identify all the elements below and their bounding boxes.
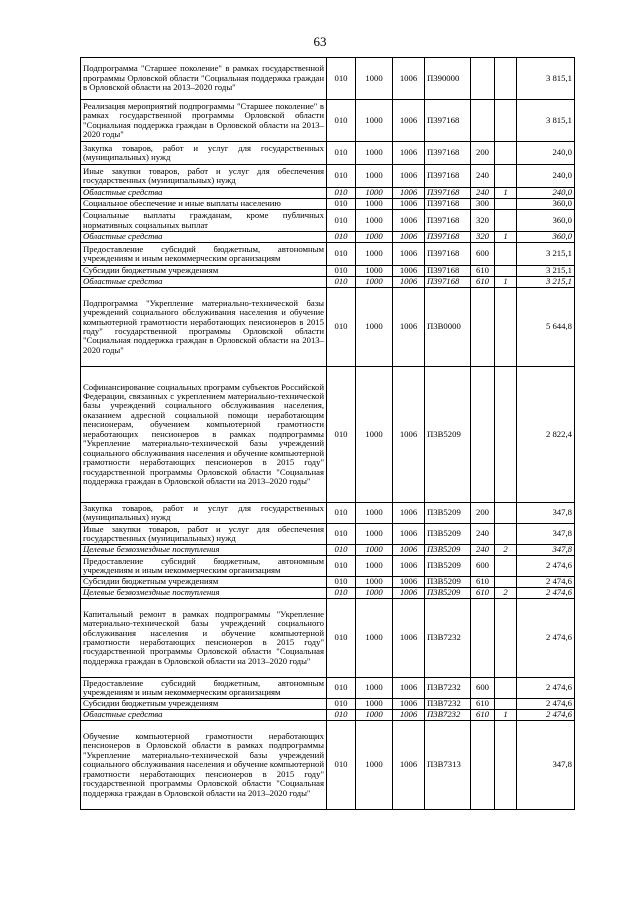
target-article-code-cell: П3В7232 — [425, 678, 471, 699]
row-name-cell: Подпрограмма "Старшее поколение" в рамках государственной программы Орловской области "Социальная поддержка граждан в Орловской области на 2013–2020 годы" — [81, 58, 327, 100]
subsection-code-cell: 1006 — [393, 710, 425, 721]
table-row — [81, 577, 575, 588]
expense-type-code-cell: 240 — [471, 165, 495, 188]
expense-type-code-cell: 610 — [471, 577, 495, 588]
subsection-code-cell: 1006 — [393, 243, 425, 266]
ministry-code-cell: 010 — [327, 599, 356, 678]
target-article-code-cell: П397168 — [425, 277, 471, 288]
amount-cell: 2 474,6 — [517, 678, 575, 699]
section-code-cell: 1000 — [356, 210, 393, 232]
amount-cell: 3 815,1 — [517, 58, 575, 100]
ministry-code-cell: 010 — [327, 232, 356, 243]
row-name-cell: Предоставление субсидий бюджетным, автономным учреждениям и иным некоммерческим организациям — [81, 556, 327, 577]
table-row — [81, 503, 575, 524]
table-row — [81, 199, 575, 210]
funding-source-code-cell — [495, 142, 517, 165]
target-article-code-cell: П3В5209 — [425, 524, 471, 545]
section-code-cell: 1000 — [356, 266, 393, 277]
table-row — [81, 232, 575, 243]
row-name-cell: Закупка товаров, работ и услуг для государственных (муниципальных) нужд — [81, 503, 327, 524]
funding-source-code-cell: 1 — [495, 710, 517, 721]
target-article-code-cell: П3В0000 — [425, 288, 471, 367]
funding-source-code-cell — [495, 266, 517, 277]
funding-source-code-cell — [495, 199, 517, 210]
section-code-cell: 1000 — [356, 142, 393, 165]
row-name-cell: Реализация мероприятий подпрограммы "Старшее поколение" в рамках государственной программы Орловской области "Социальная поддержка граждан в Орловской области на 2013–2020 годы" — [81, 100, 327, 142]
subsection-code-cell: 1006 — [393, 142, 425, 165]
row-name-cell: Предоставление субсидий бюджетным, автономным учреждениям и иным некоммерческим организациям — [81, 678, 327, 699]
amount-cell: 3 215,1 — [517, 277, 575, 288]
amount-cell: 2 474,6 — [517, 577, 575, 588]
funding-source-code-cell — [495, 599, 517, 678]
amount-cell: 2 474,6 — [517, 599, 575, 678]
ministry-code-cell: 010 — [327, 524, 356, 545]
target-article-code-cell: П3В5209 — [425, 556, 471, 577]
target-article-code-cell: П390000 — [425, 58, 471, 100]
target-article-code-cell: П397168 — [425, 100, 471, 142]
funding-source-code-cell — [495, 165, 517, 188]
row-name-cell: Областные средства — [81, 710, 327, 721]
ministry-code-cell: 010 — [327, 58, 356, 100]
section-code-cell: 1000 — [356, 243, 393, 266]
expense-type-code-cell: 610 — [471, 266, 495, 277]
section-code-cell: 1000 — [356, 699, 393, 710]
expense-type-code-cell: 600 — [471, 678, 495, 699]
subsection-code-cell: 1006 — [393, 367, 425, 503]
table-row — [81, 524, 575, 545]
expense-type-code-cell: 200 — [471, 142, 495, 165]
section-code-cell: 1000 — [356, 503, 393, 524]
expense-type-code-cell: 320 — [471, 210, 495, 232]
ministry-code-cell: 010 — [327, 210, 356, 232]
subsection-code-cell: 1006 — [393, 524, 425, 545]
target-article-code-cell: П397168 — [425, 266, 471, 277]
table-row — [81, 367, 575, 503]
target-article-code-cell: П3В7232 — [425, 699, 471, 710]
table-row — [81, 142, 575, 165]
funding-source-code-cell: 1 — [495, 232, 517, 243]
amount-cell: 3 215,1 — [517, 243, 575, 266]
funding-source-code-cell: 2 — [495, 545, 517, 556]
expense-type-code-cell: 240 — [471, 188, 495, 199]
row-name-cell: Обучение компьютерной грамотности неработающих пенсионеров в Орловской области в рамках подпрограммы "Укрепление материально-технической базы учреждений социального обслуживания населения и обучение компьютерной грамотности неработающих пенсионеров в 2015 году" государственной программы Орловской области "Социальная поддержка граждан в Орловской области на 2013–2020 годы" — [81, 721, 327, 810]
row-name-cell: Целевые безвозмездные поступления — [81, 545, 327, 556]
target-article-code-cell: П397168 — [425, 142, 471, 165]
row-name-cell: Областные средства — [81, 232, 327, 243]
expense-type-code-cell — [471, 599, 495, 678]
amount-cell: 240,0 — [517, 142, 575, 165]
funding-source-code-cell — [495, 577, 517, 588]
expense-type-code-cell: 320 — [471, 232, 495, 243]
amount-cell: 2 474,6 — [517, 556, 575, 577]
section-code-cell: 1000 — [356, 288, 393, 367]
subsection-code-cell: 1006 — [393, 58, 425, 100]
expense-type-code-cell — [471, 58, 495, 100]
section-code-cell: 1000 — [356, 556, 393, 577]
funding-source-code-cell: 1 — [495, 188, 517, 199]
section-code-cell: 1000 — [356, 232, 393, 243]
funding-source-code-cell — [495, 503, 517, 524]
ministry-code-cell: 010 — [327, 556, 356, 577]
table-row — [81, 588, 575, 599]
target-article-code-cell: П3В5209 — [425, 367, 471, 503]
amount-cell: 2 474,6 — [517, 699, 575, 710]
subsection-code-cell: 1006 — [393, 556, 425, 577]
expense-type-code-cell: 610 — [471, 277, 495, 288]
amount-cell: 3 815,1 — [517, 100, 575, 142]
expense-type-code-cell: 240 — [471, 524, 495, 545]
amount-cell: 360,0 — [517, 232, 575, 243]
target-article-code-cell: П397168 — [425, 210, 471, 232]
section-code-cell: 1000 — [356, 100, 393, 142]
section-code-cell: 1000 — [356, 710, 393, 721]
table-row — [81, 210, 575, 232]
expense-type-code-cell — [471, 721, 495, 810]
funding-source-code-cell: 1 — [495, 277, 517, 288]
subsection-code-cell: 1006 — [393, 199, 425, 210]
row-name-cell: Иные закупки товаров, работ и услуг для обеспечения государственных (муниципальных) нужд — [81, 524, 327, 545]
table-row — [81, 266, 575, 277]
row-name-cell: Социальное обеспечение и иные выплаты населению — [81, 199, 327, 210]
target-article-code-cell: П3В5209 — [425, 503, 471, 524]
table-row — [81, 678, 575, 699]
subsection-code-cell: 1006 — [393, 545, 425, 556]
amount-cell: 3 215,1 — [517, 266, 575, 277]
ministry-code-cell: 010 — [327, 142, 356, 165]
expense-type-code-cell: 610 — [471, 699, 495, 710]
target-article-code-cell: П397168 — [425, 188, 471, 199]
amount-cell: 347,8 — [517, 721, 575, 810]
target-article-code-cell: П3В5209 — [425, 577, 471, 588]
ministry-code-cell: 010 — [327, 545, 356, 556]
subsection-code-cell: 1006 — [393, 266, 425, 277]
ministry-code-cell: 010 — [327, 588, 356, 599]
section-code-cell: 1000 — [356, 58, 393, 100]
row-name-cell: Областные средства — [81, 188, 327, 199]
row-name-cell: Субсидии бюджетным учреждениям — [81, 699, 327, 710]
funding-source-code-cell: 2 — [495, 588, 517, 599]
amount-cell: 347,8 — [517, 545, 575, 556]
target-article-code-cell: П3В7313 — [425, 721, 471, 810]
table-row — [81, 243, 575, 266]
amount-cell: 347,8 — [517, 503, 575, 524]
funding-source-code-cell — [495, 721, 517, 810]
ministry-code-cell: 010 — [327, 266, 356, 277]
amount-cell: 2 822,4 — [517, 367, 575, 503]
row-name-cell: Областные средства — [81, 277, 327, 288]
subsection-code-cell: 1006 — [393, 277, 425, 288]
row-name-cell: Иные закупки товаров, работ и услуг для обеспечения государственных (муниципальных) нужд — [81, 165, 327, 188]
subsection-code-cell: 1006 — [393, 588, 425, 599]
subsection-code-cell: 1006 — [393, 210, 425, 232]
target-article-code-cell: П3В7232 — [425, 710, 471, 721]
row-name-cell: Целевые безвозмездные поступления — [81, 588, 327, 599]
table-row — [81, 710, 575, 721]
row-name-cell: Софинансирование социальных программ субъектов Российской Федерации, связанных с укреплением материально-технической базы учреждений социального обслуживания населения, оказанием адресной социальной помощи неработающим пенсионерам, обучением компьютерной грамотности неработающих пенсионеров в рамках подпрограммы "Укрепление материально-технической базы учреждений социального обслуживания населения и обучение компьютерной грамотности неработающих пенсионеров в 2015 году" государственной программы Орловской области "Социальная поддержка граждан в Орловской области на 2013–2020 годы" — [81, 367, 327, 503]
section-code-cell: 1000 — [356, 577, 393, 588]
table-row — [81, 599, 575, 678]
subsection-code-cell: 1006 — [393, 232, 425, 243]
target-article-code-cell: П397168 — [425, 199, 471, 210]
subsection-code-cell: 1006 — [393, 188, 425, 199]
expense-type-code-cell: 600 — [471, 556, 495, 577]
table-row — [81, 188, 575, 199]
section-code-cell: 1000 — [356, 721, 393, 810]
table-row — [81, 277, 575, 288]
target-article-code-cell: П397168 — [425, 165, 471, 188]
row-name-cell: Подпрограмма "Укрепление материально-технической базы учреждений социального обслуживания населения и обучение компьютерной грамотности неработающих пенсионеров в 2015 году" государственной программы Орловской области "Социальная поддержка граждан в Орловской области на 2013–2020 годы" — [81, 288, 327, 367]
target-article-code-cell: П397168 — [425, 232, 471, 243]
section-code-cell: 1000 — [356, 199, 393, 210]
section-code-cell: 1000 — [356, 545, 393, 556]
table-row — [81, 556, 575, 577]
funding-source-code-cell — [495, 288, 517, 367]
ministry-code-cell: 010 — [327, 503, 356, 524]
subsection-code-cell: 1006 — [393, 165, 425, 188]
table-row — [81, 58, 575, 100]
ministry-code-cell: 010 — [327, 188, 356, 199]
ministry-code-cell: 010 — [327, 699, 356, 710]
funding-source-code-cell — [495, 100, 517, 142]
table-body — [81, 58, 575, 810]
expense-type-code-cell — [471, 288, 495, 367]
table-row — [81, 165, 575, 188]
amount-cell: 360,0 — [517, 210, 575, 232]
ministry-code-cell: 010 — [327, 710, 356, 721]
expense-type-code-cell — [471, 367, 495, 503]
target-article-code-cell: П3В5209 — [425, 545, 471, 556]
amount-cell: 360,0 — [517, 199, 575, 210]
expense-type-code-cell: 610 — [471, 710, 495, 721]
subsection-code-cell: 1006 — [393, 678, 425, 699]
section-code-cell: 1000 — [356, 678, 393, 699]
budget-table — [80, 57, 575, 810]
ministry-code-cell: 010 — [327, 577, 356, 588]
table-row — [81, 699, 575, 710]
table-row — [81, 100, 575, 142]
ministry-code-cell: 010 — [327, 721, 356, 810]
expense-type-code-cell: 600 — [471, 243, 495, 266]
ministry-code-cell: 010 — [327, 243, 356, 266]
table-row — [81, 288, 575, 367]
expense-type-code-cell: 200 — [471, 503, 495, 524]
expense-type-code-cell: 240 — [471, 545, 495, 556]
section-code-cell: 1000 — [356, 188, 393, 199]
subsection-code-cell: 1006 — [393, 288, 425, 367]
row-name-cell: Субсидии бюджетным учреждениям — [81, 577, 327, 588]
row-name-cell: Социальные выплаты гражданам, кроме публичных нормативных социальных выплат — [81, 210, 327, 232]
row-name-cell: Закупка товаров, работ и услуг для государственных (муниципальных) нужд — [81, 142, 327, 165]
ministry-code-cell: 010 — [327, 288, 356, 367]
table-row — [81, 545, 575, 556]
target-article-code-cell: П3В5209 — [425, 588, 471, 599]
section-code-cell: 1000 — [356, 277, 393, 288]
subsection-code-cell: 1006 — [393, 721, 425, 810]
ministry-code-cell: 010 — [327, 678, 356, 699]
amount-cell: 2 474,6 — [517, 710, 575, 721]
target-article-code-cell: П3В7232 — [425, 599, 471, 678]
amount-cell: 347,8 — [517, 524, 575, 545]
expense-type-code-cell: 300 — [471, 199, 495, 210]
expense-type-code-cell: 610 — [471, 588, 495, 599]
section-code-cell: 1000 — [356, 165, 393, 188]
ministry-code-cell: 010 — [327, 277, 356, 288]
amount-cell: 2 474,6 — [517, 588, 575, 599]
ministry-code-cell: 010 — [327, 199, 356, 210]
funding-source-code-cell — [495, 210, 517, 232]
section-code-cell: 1000 — [356, 524, 393, 545]
ministry-code-cell: 010 — [327, 100, 356, 142]
row-name-cell: Субсидии бюджетным учреждениям — [81, 266, 327, 277]
table-row — [81, 721, 575, 810]
row-name-cell: Капитальный ремонт в рамках подпрограммы "Укрепление материально-технической базы учреждений социального обслуживания населения и обучение компьютерной грамотности неработающих пенсионеров в 2015 году" государственной программы Орловской области "Социальная поддержка граждан в Орловской области на 2013–2020 годы" — [81, 599, 327, 678]
subsection-code-cell: 1006 — [393, 599, 425, 678]
subsection-code-cell: 1006 — [393, 577, 425, 588]
target-article-code-cell: П397168 — [425, 243, 471, 266]
section-code-cell: 1000 — [356, 599, 393, 678]
ministry-code-cell: 010 — [327, 367, 356, 503]
subsection-code-cell: 1006 — [393, 699, 425, 710]
page-number: 63 — [313, 34, 327, 49]
funding-source-code-cell — [495, 556, 517, 577]
subsection-code-cell: 1006 — [393, 503, 425, 524]
funding-source-code-cell — [495, 678, 517, 699]
amount-cell: 240,0 — [517, 165, 575, 188]
expense-type-code-cell — [471, 100, 495, 142]
section-code-cell: 1000 — [356, 588, 393, 599]
row-name-cell: Предоставление субсидий бюджетным, автономным учреждениям и иным некоммерческим организациям — [81, 243, 327, 266]
ministry-code-cell: 010 — [327, 165, 356, 188]
section-code-cell: 1000 — [356, 367, 393, 503]
funding-source-code-cell — [495, 524, 517, 545]
funding-source-code-cell — [495, 699, 517, 710]
amount-cell: 240,0 — [517, 188, 575, 199]
funding-source-code-cell — [495, 58, 517, 100]
funding-source-code-cell — [495, 243, 517, 266]
funding-source-code-cell — [495, 367, 517, 503]
amount-cell: 5 644,8 — [517, 288, 575, 367]
subsection-code-cell: 1006 — [393, 100, 425, 142]
